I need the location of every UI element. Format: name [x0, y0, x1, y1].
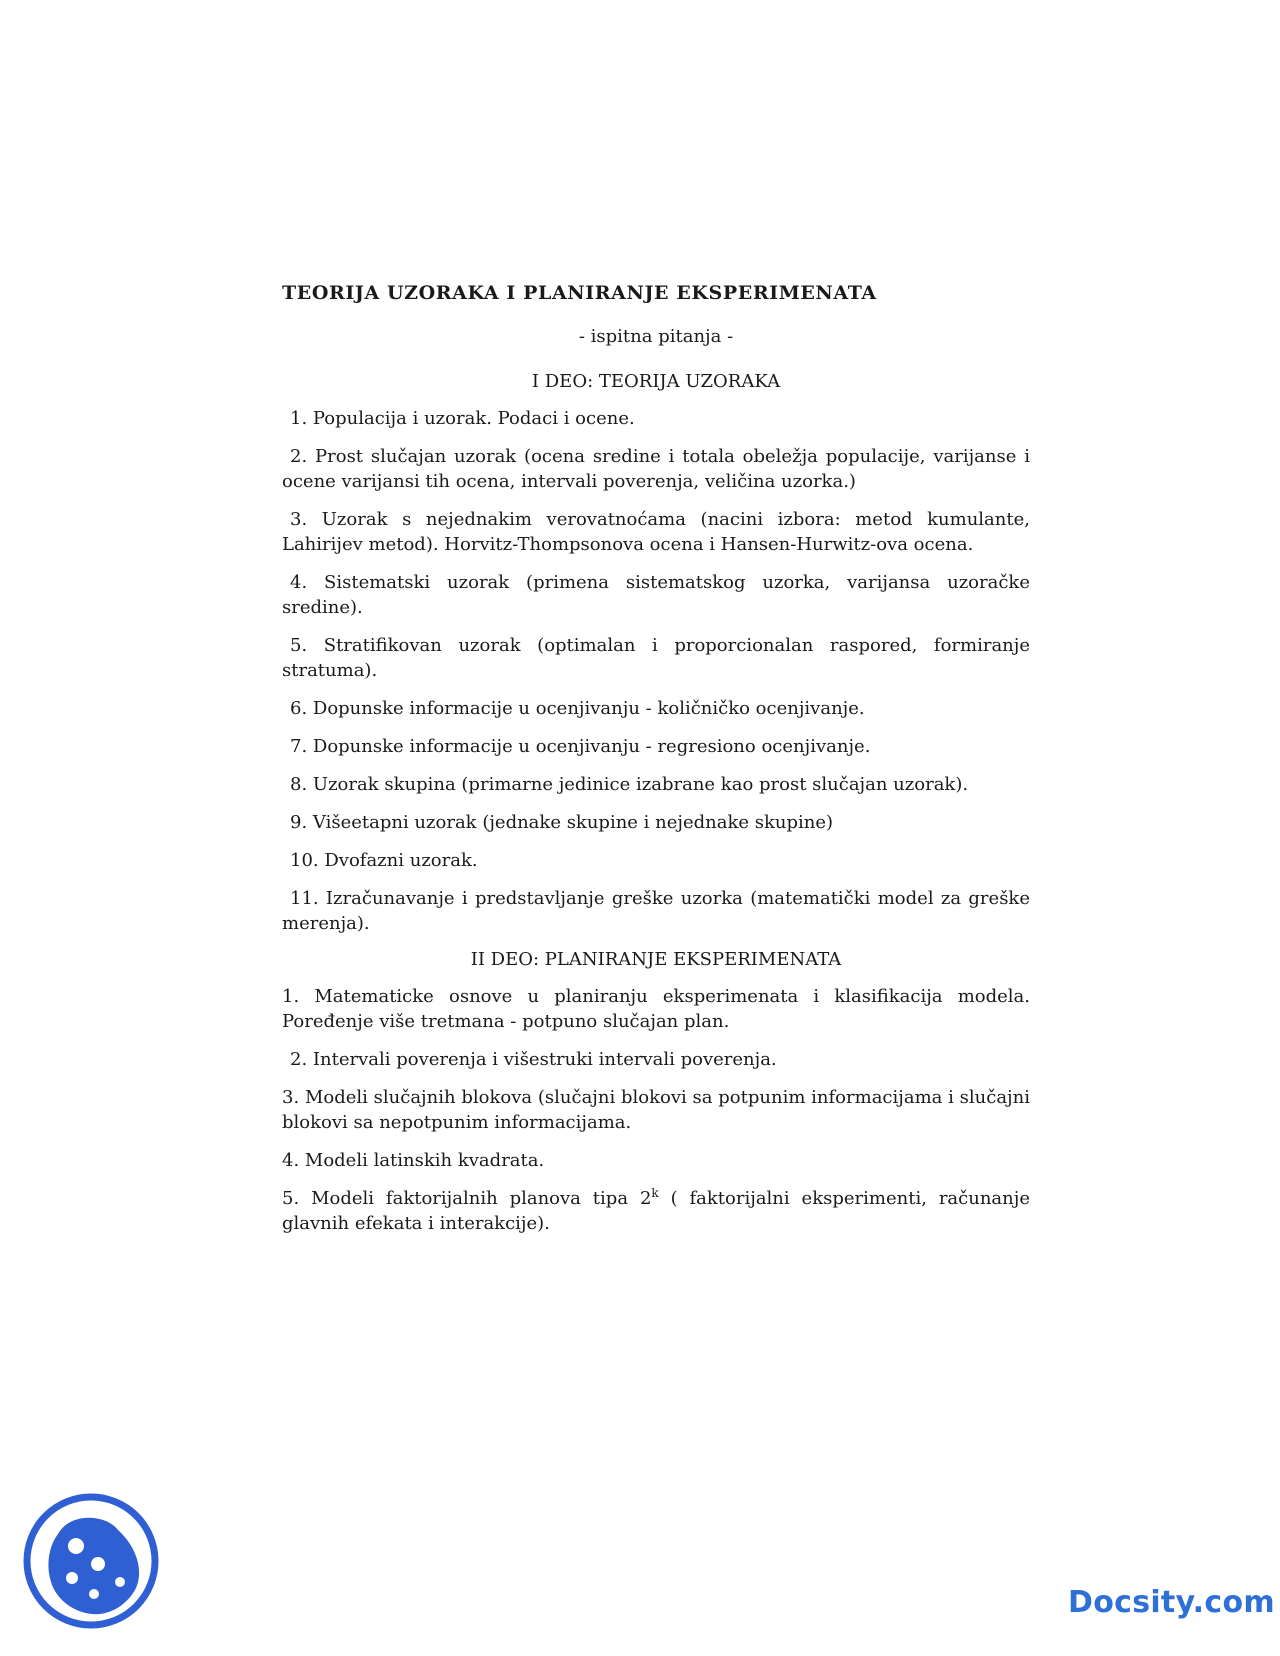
list-item: 1. Matematicke osnove u planiranju eksperimenata i klasifikacija modela. Poređenje više tretmana - potpuno slučajan plan.	[282, 986, 1030, 1032]
list-item: 7. Dopunske informacije u ocenjivanju - regresiono ocenjivanje.	[290, 736, 871, 757]
section-heading-part-2: II DEO: PLANIRANJE EKSPERIMENATA	[470, 949, 842, 970]
list-item: 9. Višeetapni uzorak (jednake skupine i nejednake skupine)	[290, 812, 834, 833]
list-item: 4. Modeli latinskih kvadrata.	[282, 1150, 545, 1171]
docsity-watermark: Docsity.com	[1068, 1585, 1275, 1620]
list-item	[282, 1186, 1030, 1236]
section-heading-part-1: I DEO: TEORIJA UZORAKA	[531, 371, 781, 392]
list-item: 11. Izračunavanje i predstavljanje greške uzorka (matematički model za greške merenja).	[282, 888, 1030, 934]
document-title: TEORIJA UZORAKA I PLANIRANJE EKSPERIMENATA	[282, 282, 877, 304]
list-item: 3. Uzorak s nejednakim verovatnoćama (nacini izbora: metod kumulante, Lahirijev metod). Horvitz-Thompsonova ocena i Hansen-Hurwitz-ova ocena.	[282, 509, 1030, 555]
list-item: 3. Modeli slučajnih blokova (slučajni blokovi sa potpunim informacijama i slučajni blokovi sa nepotpunim informacijama.	[282, 1087, 1030, 1133]
docsity-logo-icon	[20, 1490, 162, 1632]
list-item: 1. Populacija i uzorak. Podaci i ocene.	[290, 408, 635, 429]
document-subtitle: - ispitna pitanja -	[578, 326, 734, 347]
list-item-text: ( faktorijalni eksperimenti, računanje glavnih efekata i interakcije).	[282, 1188, 1030, 1234]
list-item: 6. Dopunske informacije u ocenjivanju - količničko ocenjivanje.	[290, 698, 865, 719]
list-item-text: 5. Modeli faktorijalnih planova tipa 2	[282, 1188, 652, 1209]
list-item: 10. Dvofazni uzorak.	[290, 850, 478, 871]
list-item: 4. Sistematski uzorak (primena sistematskog uzorka, varijansa uzoračke sredine).	[282, 572, 1030, 618]
list-item: 2. Intervali poverenja i višestruki intervali poverenja.	[290, 1049, 777, 1070]
list-item: 2. Prost slučajan uzorak (ocena sredine i totala obeležja populacije, varijanse i ocene varijansi tih ocena, intervali poverenja, veličina uzorka.)	[282, 446, 1030, 492]
document-content	[282, 282, 1030, 1249]
list-item: 8. Uzorak skupina (primarne jedinice izabrane kao prost slučajan uzorak).	[290, 774, 969, 795]
list-item: 5. Stratifikovan uzorak (optimalan i proporcionalan raspored, formiranje stratuma).	[282, 635, 1030, 681]
exponent: k	[651, 1186, 659, 1200]
